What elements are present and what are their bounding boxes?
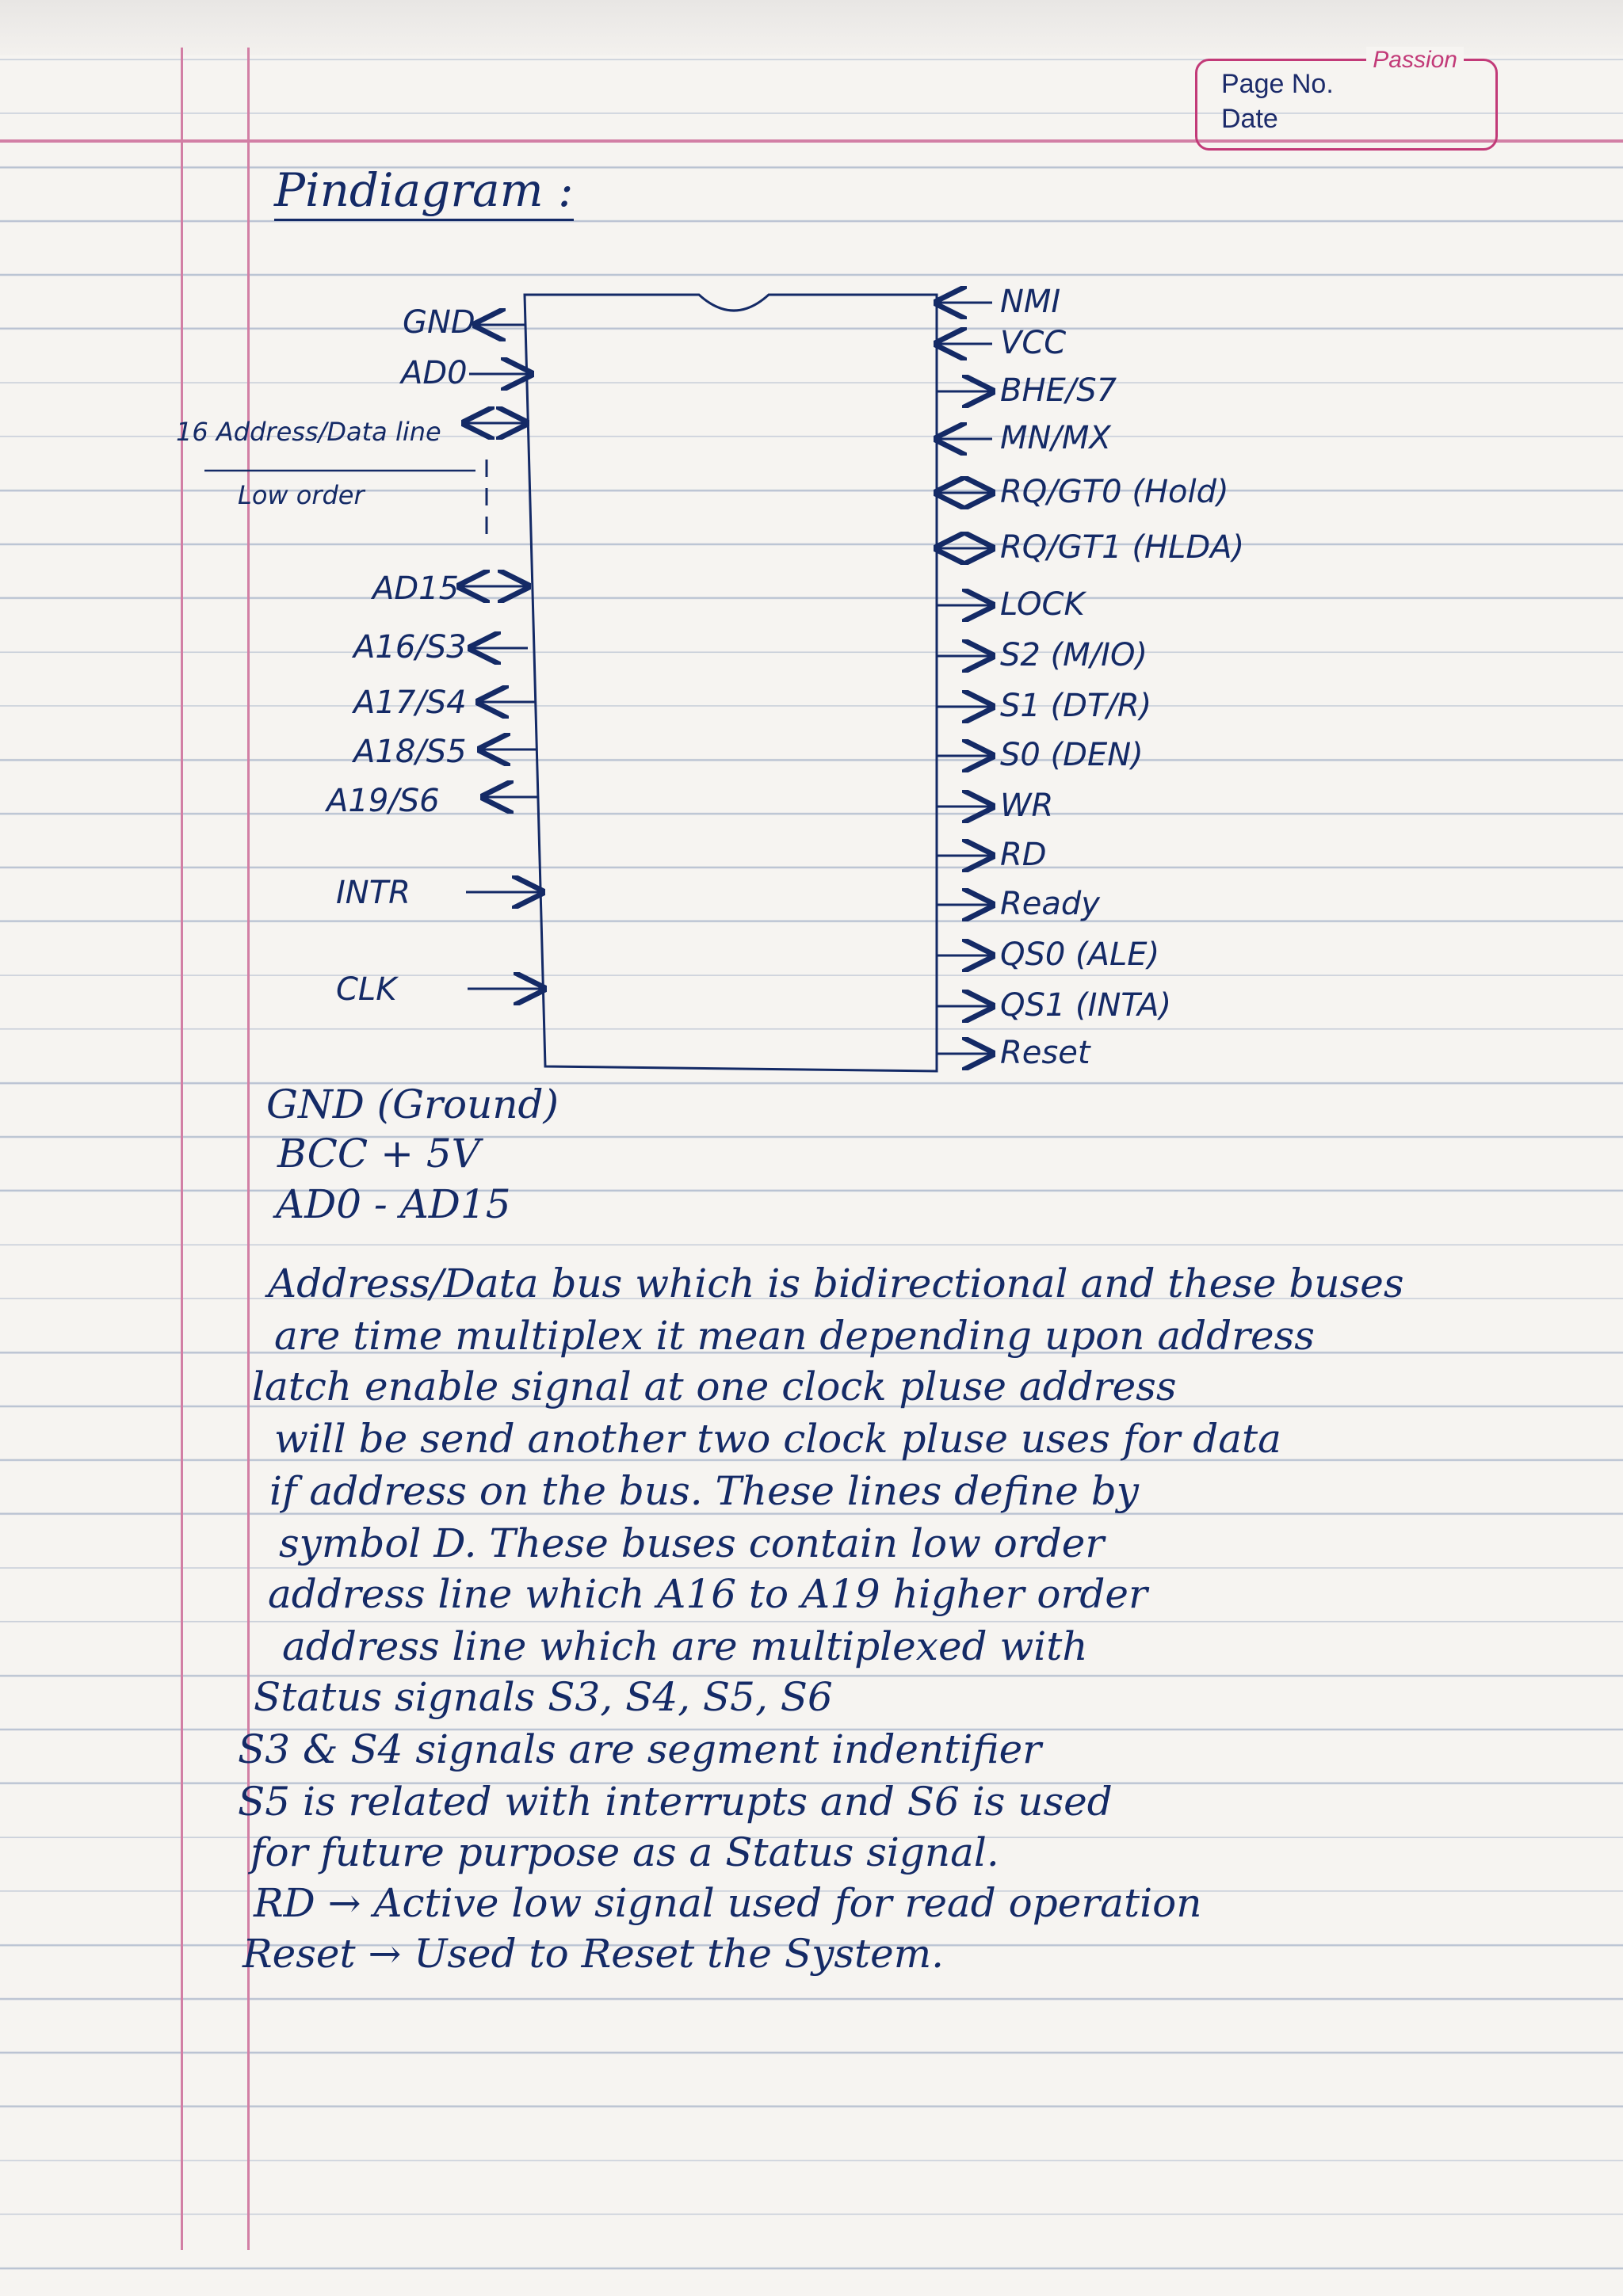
pin-clk: CLK bbox=[336, 971, 397, 1008]
pin-intr: INTR bbox=[336, 875, 411, 911]
right-pin-label: S0 (DEN) bbox=[1000, 737, 1144, 773]
pin-diagram bbox=[0, 0, 1623, 1125]
pin-a16-s3: A16/S3 bbox=[353, 629, 467, 666]
note-line: S3 & S4 signals are segment indentifier bbox=[238, 1726, 1042, 1772]
note-line: S5 is related with interrupts and S6 is used bbox=[238, 1779, 1113, 1825]
note-line: address line which are multiplexed with bbox=[282, 1623, 1088, 1669]
pin-gnd: GND bbox=[403, 304, 475, 341]
right-pin-label: RQ/GT0 (Hold) bbox=[1000, 474, 1229, 510]
note-line: address line which A16 to A19 higher order bbox=[268, 1571, 1148, 1617]
note-line: BCC + 5V bbox=[277, 1131, 480, 1177]
note-line: for future purpose as a Status signal. bbox=[250, 1829, 999, 1875]
right-pin-label: LOCK bbox=[1000, 586, 1085, 623]
right-pin-label: BHE/S7 bbox=[1000, 372, 1117, 409]
group-label-address-data: 16 Address/Data line bbox=[176, 417, 441, 447]
right-pin-label: VCC bbox=[1000, 325, 1067, 361]
right-pin-label: WR bbox=[1000, 788, 1054, 824]
note-line: Address/Data bus which is bidirectional and these buses bbox=[268, 1261, 1404, 1306]
right-pin-label: RQ/GT1 (HLDA) bbox=[1000, 529, 1245, 566]
pin-ad15: AD15 bbox=[372, 570, 460, 607]
note-line: RD → Active low signal used for read operation bbox=[254, 1880, 1202, 1926]
note-line: symbol D. These buses contain low order bbox=[279, 1520, 1105, 1566]
pin-a18-s5: A18/S5 bbox=[353, 734, 467, 770]
note-line: Status signals S3, S4, S5, S6 bbox=[254, 1674, 833, 1720]
page-heading: Pindiagram : bbox=[274, 163, 574, 221]
group-label-low-order: Low order bbox=[238, 480, 365, 510]
right-pin-label: RD bbox=[1000, 837, 1047, 873]
right-pin-label: NMI bbox=[1000, 284, 1061, 320]
right-pin-label: QS1 (INTA) bbox=[1000, 987, 1172, 1024]
right-pin-label: MN/MX bbox=[1000, 420, 1111, 456]
right-pin-group bbox=[937, 284, 1244, 1071]
right-pin-label: Reset bbox=[1000, 1035, 1090, 1071]
right-pin-label: S2 (M/IO) bbox=[1000, 637, 1148, 673]
chip-outline bbox=[525, 295, 937, 1071]
right-pin-label: QS0 (ALE) bbox=[1000, 936, 1160, 973]
date-label: Date bbox=[1221, 104, 1278, 134]
page-no-label: Page No. bbox=[1221, 69, 1334, 99]
note-line: are time multiplex it mean depending upon address bbox=[274, 1313, 1315, 1359]
note-line: Reset → Used to Reset the System. bbox=[242, 1931, 945, 1977]
right-pin-label: S1 (DT/R) bbox=[1000, 688, 1152, 724]
pin-a19-s6: A19/S6 bbox=[327, 783, 440, 819]
right-pin-label: Ready bbox=[1000, 886, 1100, 922]
note-line: will be send another two clock pluse uses for data bbox=[274, 1416, 1281, 1462]
brand-label: Passion bbox=[1366, 47, 1464, 74]
note-line: AD0 - AD15 bbox=[276, 1181, 511, 1227]
note-line: GND (Ground) bbox=[266, 1081, 559, 1127]
pin-ad0: AD0 bbox=[401, 355, 468, 391]
note-line: latch enable signal at one clock pluse address bbox=[252, 1363, 1177, 1409]
note-line: if address on the bus. These lines define by bbox=[269, 1468, 1140, 1514]
pin-a17-s4: A17/S4 bbox=[353, 685, 467, 721]
